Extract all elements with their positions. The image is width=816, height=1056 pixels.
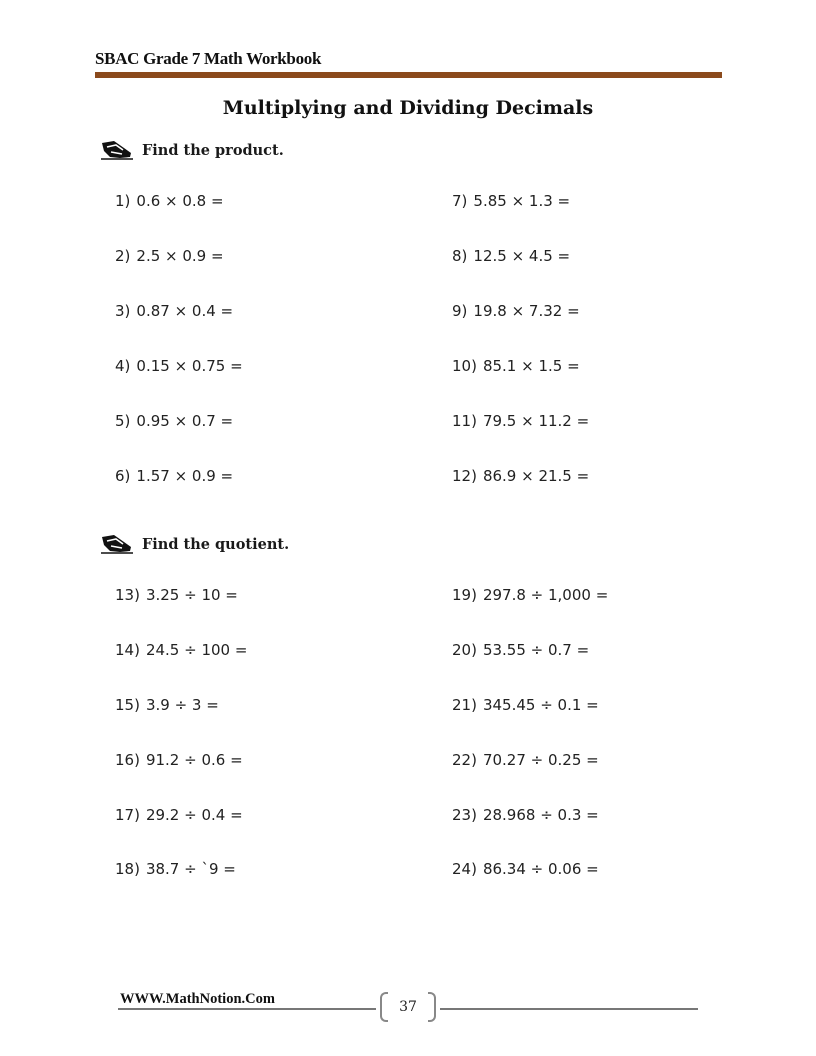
- problem-expression: 1.57 × 0.9 =: [136, 467, 234, 485]
- problem-number: 23): [452, 806, 477, 824]
- problem-number: 5): [115, 412, 131, 430]
- problem: [115, 806, 243, 824]
- page-number-box: [380, 992, 436, 1022]
- problem-expression: 0.87 × 0.4 =: [136, 302, 234, 320]
- right-brace: [428, 992, 436, 1022]
- problem-number: 24): [452, 860, 477, 878]
- problem-number: 15): [115, 696, 140, 714]
- problem-expression: 12.5 × 4.5 =: [473, 247, 571, 265]
- section-heading-label: Find the product.: [142, 141, 284, 159]
- section-heading-label: Find the quotient.: [142, 535, 290, 553]
- problem-expression: 85.1 × 1.5 =: [482, 357, 580, 375]
- writing-hand-icon: [100, 139, 134, 161]
- problem-expression: 5.85 × 1.3 =: [473, 192, 571, 210]
- section-heading-quotient: [100, 532, 289, 556]
- problem-number: 12): [452, 467, 477, 485]
- problem: [115, 860, 236, 878]
- problem-number: 2): [115, 247, 131, 265]
- problem-expression: 53.55 ÷ 0.7 =: [482, 641, 590, 659]
- problem: [115, 192, 224, 210]
- section-heading-product: [100, 138, 284, 162]
- problem-number: 20): [452, 641, 477, 659]
- problem-number: 7): [452, 192, 468, 210]
- problem-expression: 91.2 ÷ 0.6 =: [145, 751, 243, 769]
- page-number: 37: [399, 999, 417, 1015]
- problem-expression: 86.34 ÷ 0.06 =: [482, 860, 599, 878]
- footer-website: WWW.MathNotion.Com: [120, 991, 275, 1007]
- problem-number: 22): [452, 751, 477, 769]
- problem-number: 21): [452, 696, 477, 714]
- problem: [115, 696, 219, 714]
- problem: [452, 357, 580, 375]
- problem-number: 18): [115, 860, 140, 878]
- problem-number: 19): [452, 586, 477, 604]
- problem-expression: 3.9 ÷ 3 =: [145, 696, 219, 714]
- problem-expression: 24.5 ÷ 100 =: [145, 641, 248, 659]
- problem: [452, 860, 599, 878]
- problem: [452, 806, 599, 824]
- problem-number: 8): [452, 247, 468, 265]
- problem: [452, 412, 589, 430]
- problem-number: 3): [115, 302, 131, 320]
- problem: [452, 641, 589, 659]
- problem: [452, 302, 580, 320]
- problem: [452, 696, 599, 714]
- problem-number: 9): [452, 302, 468, 320]
- problem-number: 14): [115, 641, 140, 659]
- problem-expression: 2.5 × 0.9 =: [136, 247, 224, 265]
- problem: [115, 302, 233, 320]
- problem-number: 17): [115, 806, 140, 824]
- problem: [115, 357, 243, 375]
- problem-number: 13): [115, 586, 140, 604]
- writing-hand-icon: [100, 533, 134, 555]
- problem-expression: 345.45 ÷ 0.1 =: [482, 696, 599, 714]
- problem: [115, 467, 233, 485]
- problem-number: 10): [452, 357, 477, 375]
- footer-rule-right: [440, 1008, 698, 1010]
- problem-expression: 38.7 ÷ `9 =: [145, 860, 236, 878]
- problem-expression: 0.6 × 0.8 =: [136, 192, 224, 210]
- problem-expression: 297.8 ÷ 1,000 =: [482, 586, 609, 604]
- problem-expression: 0.95 × 0.7 =: [136, 412, 234, 430]
- problem: [452, 751, 599, 769]
- header-rule: [95, 72, 722, 78]
- workbook-title: SBAC Grade 7 Math Workbook: [95, 49, 322, 68]
- page-title: Multiplying and Dividing Decimals: [222, 97, 594, 119]
- problem-expression: 79.5 × 11.2 =: [482, 412, 590, 430]
- problem: [115, 586, 238, 604]
- problem: [115, 641, 247, 659]
- problem-number: 16): [115, 751, 140, 769]
- problem: [452, 192, 570, 210]
- problem-number: 1): [115, 192, 131, 210]
- problem-number: 6): [115, 467, 131, 485]
- problem: [452, 247, 570, 265]
- problem: [115, 247, 224, 265]
- problem: [452, 586, 608, 604]
- problem-expression: 29.2 ÷ 0.4 =: [145, 806, 243, 824]
- problem-expression: 3.25 ÷ 10 =: [145, 586, 238, 604]
- problem-expression: 0.15 × 0.75 =: [136, 357, 243, 375]
- problem-expression: 19.8 × 7.32 =: [473, 302, 580, 320]
- problem-expression: 70.27 ÷ 0.25 =: [482, 751, 599, 769]
- problem: [115, 412, 233, 430]
- problem-expression: 28.968 ÷ 0.3 =: [482, 806, 599, 824]
- left-brace: [380, 992, 388, 1022]
- problem-number: 11): [452, 412, 477, 430]
- problem-expression: 86.9 × 21.5 =: [482, 467, 590, 485]
- problem: [452, 467, 589, 485]
- problem: [115, 751, 243, 769]
- problem-number: 4): [115, 357, 131, 375]
- footer-rule-left: [118, 1008, 376, 1010]
